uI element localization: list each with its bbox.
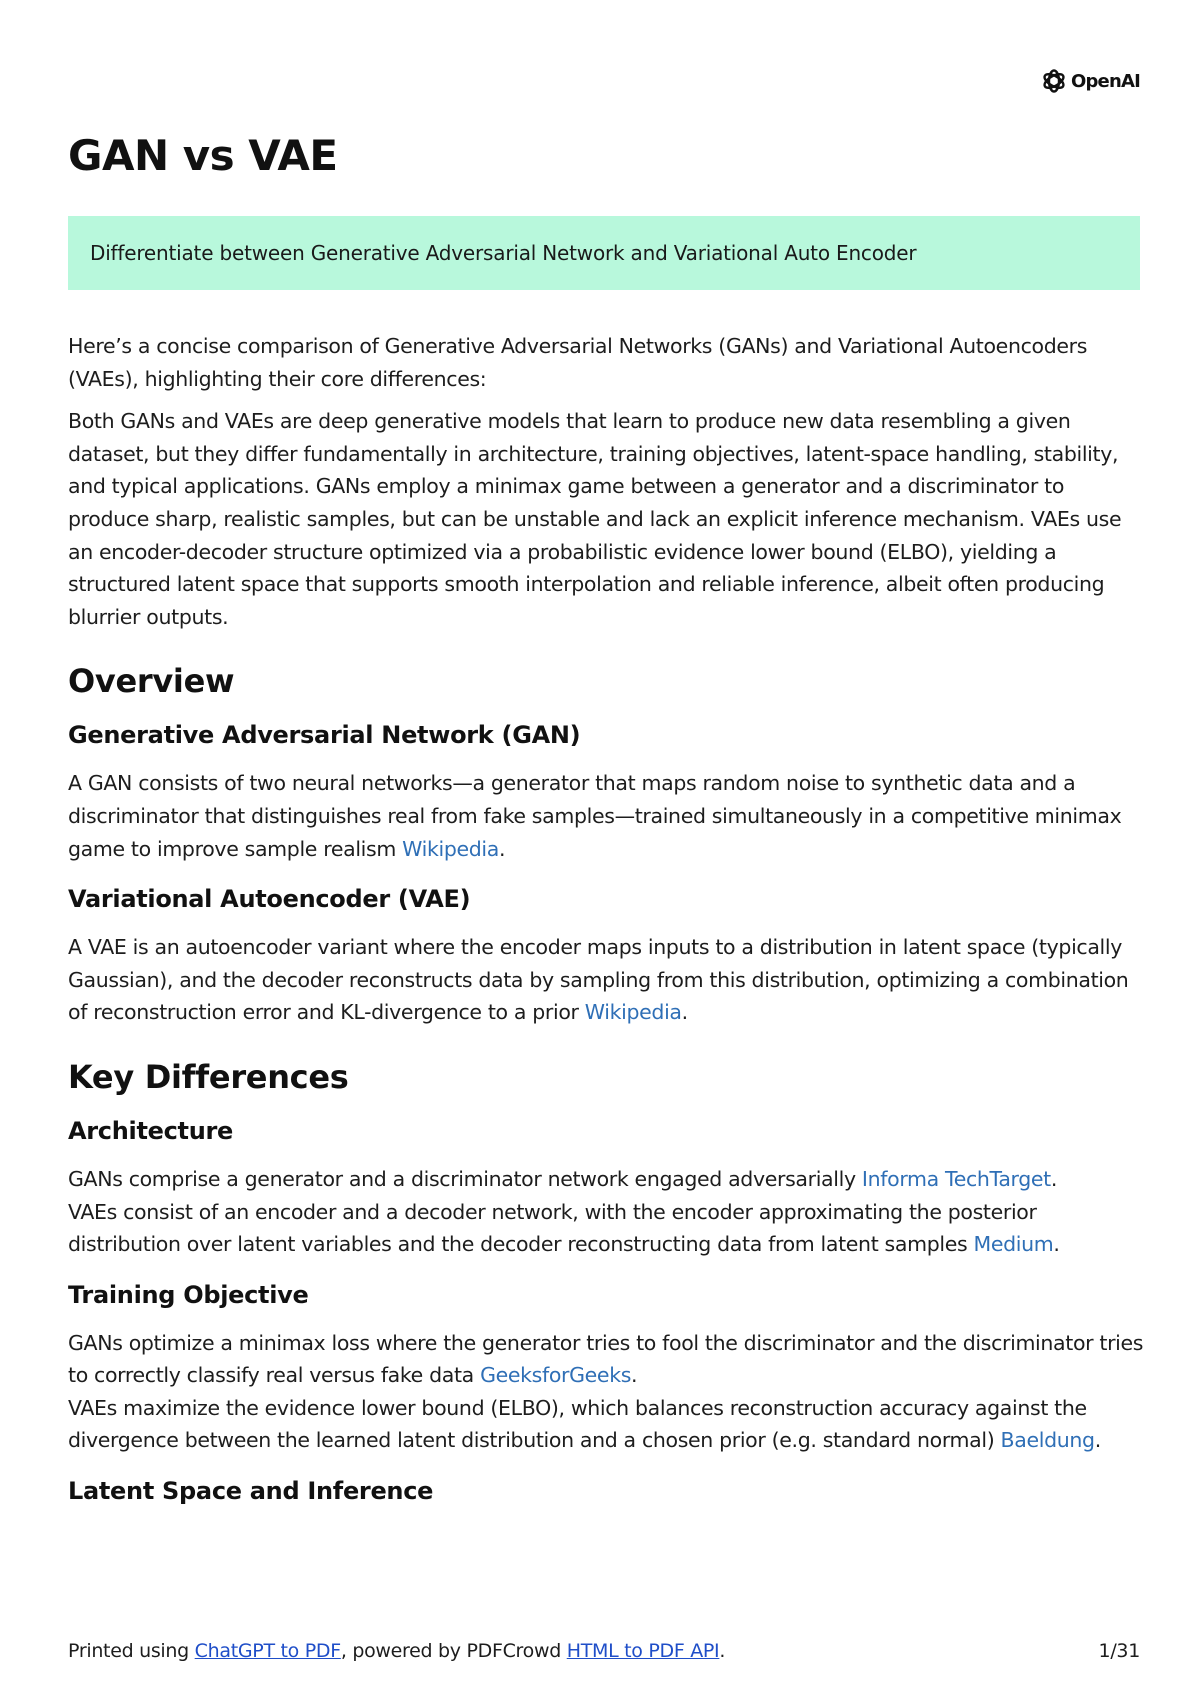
key-differences-heading: Key Differences xyxy=(68,1057,349,1096)
gan-heading: Generative Adversarial Network (GAN) xyxy=(68,721,581,750)
page-number: 1/31 xyxy=(1098,1640,1140,1662)
vae-text: A VAE is an autoencoder variant where the encoder maps inputs to a distribution in latent space (typically Gaussian), and the decoder reconstructs data by sampling from this distribution, optimizing a combination of reconstruction error and KL-divergence to a prior xyxy=(68,935,1129,1025)
training-vae-text: VAEs maximize the evidence lower bound (ELBO), which balances reconstruction accuracy against the divergence between the learned latent distribution and a chosen prior (e.g. standard normal) xyxy=(68,1395,1087,1453)
chatgpt-to-pdf-link[interactable]: ChatGPT to PDF xyxy=(194,1640,341,1662)
architecture-gan-link[interactable]: Informa TechTarget xyxy=(861,1166,1051,1191)
overview-heading: Overview xyxy=(68,662,235,701)
period: . xyxy=(1050,1166,1058,1191)
vae-paragraph xyxy=(68,931,1148,1029)
period: . xyxy=(631,1363,638,1388)
training-gan-link[interactable]: GeeksforGeeks xyxy=(480,1363,632,1388)
gan-paragraph xyxy=(68,767,1148,865)
architecture-vae-text: VAEs consist of an encoder and a decoder network, with the encoder approximating the posterior distribution over latent variables and the decoder reconstructing data from latent samples xyxy=(68,1199,1037,1257)
brand-name: OpenAI xyxy=(1070,70,1140,92)
intro-paragraph-2: Both GANs and VAEs are deep generative models that learn to produce new data resembling a given dataset, but they differ fundamentally in architecture, training objectives, latent-space handling, stability, and typical applications. GANs employ a minimax game between a generator and a discriminator to produce sharp, realistic samples, but can be unstable and lack an explicit inference mechanism. VAEs use an encoder-decoder structure optimized via a probabilistic evidence lower bound (ELBO), yielding a structured latent space that supports smooth interpolation and reliable inference, albeit often producing blurrier outputs. xyxy=(68,409,1122,629)
architecture-paragraph xyxy=(68,1163,1148,1261)
print-footer xyxy=(68,1640,1140,1662)
latent-space-heading: Latent Space and Inference xyxy=(68,1477,434,1506)
period: . xyxy=(681,1000,688,1025)
architecture-gan-text: GANs comprise a generator and a discriminator network engaged adversarially xyxy=(68,1166,856,1191)
gan-source-link[interactable]: Wikipedia xyxy=(402,836,499,861)
training-vae-link[interactable]: Baeldung xyxy=(1000,1428,1095,1453)
period: . xyxy=(498,836,506,861)
gan-text: A GAN consists of two neural networks—a generator that maps random noise to synthetic data and a discriminator that distinguishes real from fake samples—trained simultaneously in a competitive minimax game to improve sample realism xyxy=(68,771,1122,861)
page-title: GAN vs VAE xyxy=(68,131,338,180)
html-to-pdf-api-link[interactable]: HTML to PDF API xyxy=(566,1640,720,1662)
openai-knot-icon xyxy=(1041,68,1067,94)
footer-prefix: Printed using xyxy=(68,1640,195,1662)
training-paragraph xyxy=(68,1327,1148,1457)
intro-paragraph-1: Here’s a concise comparison of Generative Adversarial Networks (GANs) and Variational Autoencoders (VAEs), highlighting their core differences: xyxy=(68,334,1088,391)
user-prompt-box xyxy=(68,216,1140,290)
period: . xyxy=(1053,1232,1060,1257)
training-gan-text: GANs optimize a minimax loss where the generator tries to fool the discriminator and the discriminator tries to correctly classify real versus fake data xyxy=(68,1330,1144,1388)
training-objective-heading: Training Objective xyxy=(68,1280,309,1309)
user-prompt-text: Differentiate between Generative Adversarial Network and Variational Auto Encoder xyxy=(90,241,917,265)
footer-middle: , powered by PDFCrowd xyxy=(340,1640,567,1662)
period: . xyxy=(1094,1428,1101,1453)
footer-suffix: . xyxy=(719,1640,726,1662)
vae-source-link[interactable]: Wikipedia xyxy=(584,1000,682,1025)
vae-heading: Variational Autoencoder (VAE) xyxy=(68,885,471,914)
architecture-heading: Architecture xyxy=(68,1116,233,1145)
response-content xyxy=(68,330,1148,1523)
architecture-vae-link[interactable]: Medium xyxy=(973,1232,1054,1257)
openai-logo xyxy=(980,66,1140,96)
